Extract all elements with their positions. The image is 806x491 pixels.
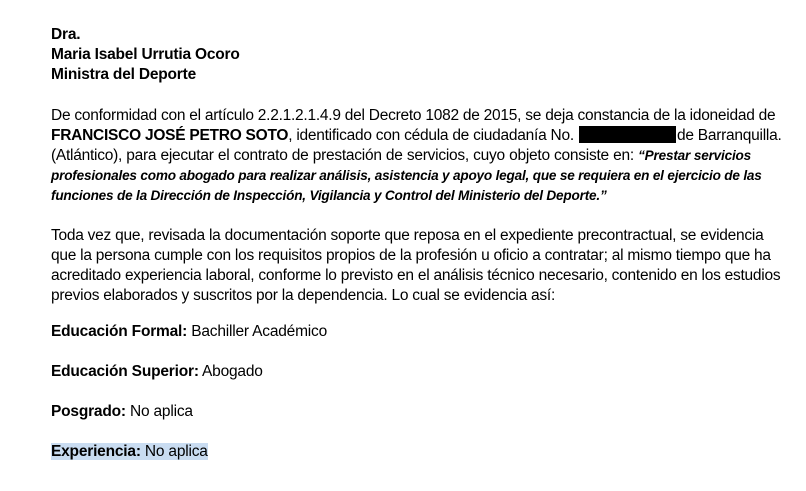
paragraph1-line3: (Atlántico), para ejecutar el contrato de prestación de servicios, cuyo objeto consiste en: “Prestar servicios: [51, 147, 751, 164]
recipient-title: Dra.: [51, 26, 81, 43]
paragraph2-line2: que la persona cumple con los requisitos propios de la profesión u oficio a contratar; al mismo tiempo que ha: [51, 247, 771, 264]
recipient-block: [51, 25, 240, 85]
selected-text[interactable]: [51, 443, 208, 460]
redacted-id-number: [579, 126, 676, 143]
paragraph1-line2: [51, 126, 782, 146]
recipient-position: Ministra del Deporte: [51, 66, 196, 83]
field-value: Bachiller Académico: [187, 323, 327, 340]
paragraph2-line1: Toda vez que, revisada la documentación soporte que reposa en el expediente precontractual, se evidencia: [51, 227, 764, 244]
field-educacion-formal: [51, 322, 327, 342]
field-value: No aplica: [125, 403, 193, 420]
paragraph2-line4: previos elaborados y suscritos por la dependencia. Lo cual se evidencia así:: [51, 287, 556, 304]
contract-object-line2: profesionales como abogado para realizar análisis, asistencia y apoyo legal, que se requiera en el ejercicio de las: [51, 168, 762, 183]
contract-object-start: “Prestar servicios: [638, 148, 751, 163]
id-city: de Barranquilla.: [676, 127, 782, 144]
contract-object-line3: funciones de la Dirección de Inspección, Vigilancia y Control del Ministerio del Deporte.”: [51, 188, 607, 203]
field-label: Experiencia:: [51, 443, 141, 460]
paragraph-idoneidad: [51, 106, 782, 206]
paragraph2-line3: acreditado experiencia laboral, conforme lo previsto en el análisis técnico necesario, contenido en los estudios: [51, 267, 781, 284]
field-label: Educación Formal:: [51, 323, 188, 340]
paragraph1-line1: De conformidad con el artículo 2.2.1.2.1.4.9 del Decreto 1082 de 2015, se deja constancia de la idoneidad de: [51, 107, 776, 124]
recipient-name: Maria Isabel Urrutia Ocoro: [51, 46, 240, 63]
id-text: , identificado con cédula de ciudadanía No.: [288, 127, 574, 144]
contractor-name: FRANCISCO JOSÉ PETRO SOTO: [51, 127, 289, 144]
field-experiencia[interactable]: [51, 442, 208, 462]
paragraph-verificacion: [51, 226, 781, 306]
field-posgrado: [51, 402, 193, 422]
field-value: Abogado: [198, 363, 263, 380]
field-label: Posgrado:: [51, 403, 126, 420]
field-value: No aplica: [140, 443, 208, 460]
field-label: Educación Superior:: [51, 363, 199, 380]
field-educacion-superior: [51, 362, 263, 382]
